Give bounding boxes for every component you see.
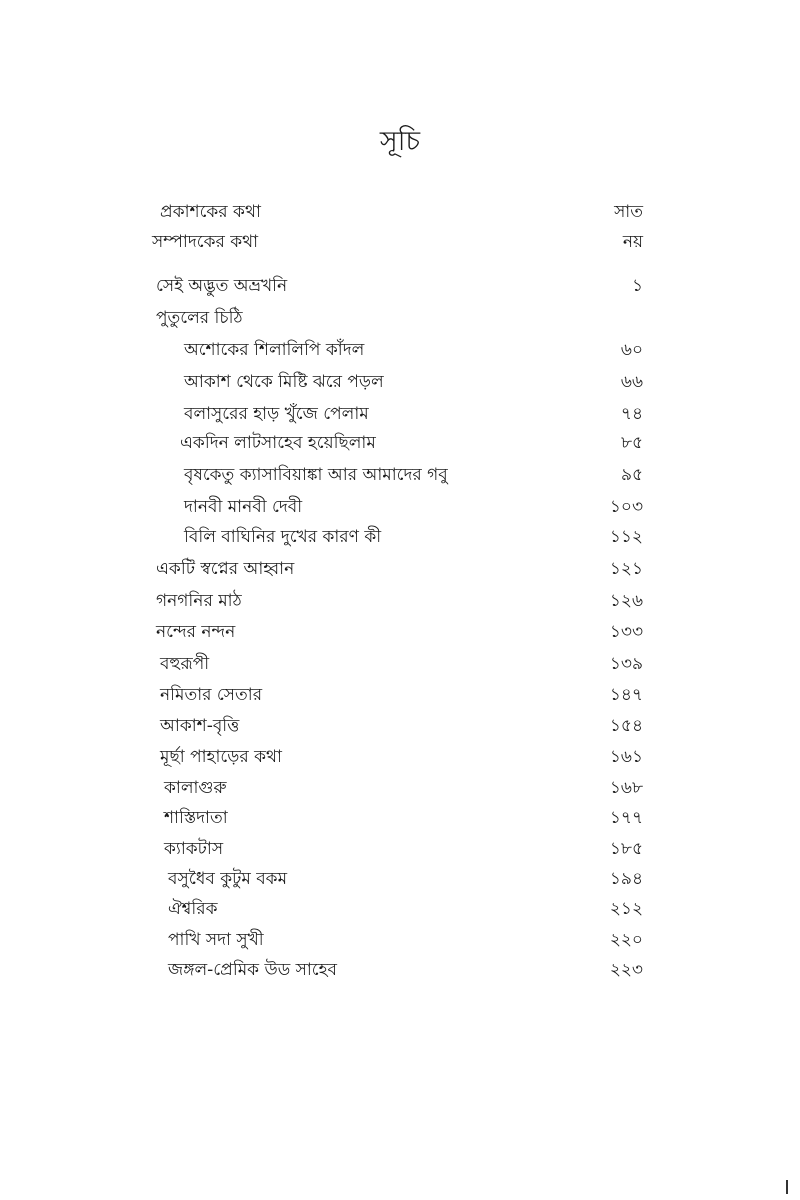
toc-entry xyxy=(0,710,800,742)
toc-entry-title: ঐশ্বরিক xyxy=(168,899,218,919)
toc-entry xyxy=(0,648,800,680)
toc-entry-page: ১৫৪ xyxy=(609,716,643,736)
toc-entry-title: পুতুলের চিঠি xyxy=(156,308,243,328)
toc-entry-page: ১৯৪ xyxy=(609,869,643,889)
toc-entry xyxy=(0,270,800,302)
toc-entry-title: ক্যাকটাস xyxy=(164,839,224,859)
toc-entry xyxy=(0,521,800,553)
toc-entry-page: ১৩৯ xyxy=(609,654,643,674)
toc-entry-page: ৬০ xyxy=(620,340,643,360)
toc-entry-title: নমিতার সেতার xyxy=(160,685,263,705)
toc-entry-title: সেই অদ্ভুত অভ্রখনি xyxy=(156,276,288,296)
toc-entry xyxy=(0,833,800,865)
toc-entry-title: প্রকাশকের কথা xyxy=(160,202,261,222)
toc-entry-page: সাত xyxy=(614,202,643,222)
toc-entry xyxy=(0,616,800,648)
toc-entry-page: ১৬৮ xyxy=(609,778,643,798)
toc-entry xyxy=(0,196,800,228)
toc-entry xyxy=(0,226,800,258)
toc-entry xyxy=(0,924,800,956)
toc-entry-title: অশোকের শিলালিপি কাঁদল xyxy=(184,340,365,360)
toc-entry-page: ১ xyxy=(631,276,643,296)
toc-entry-page: ১৩৩ xyxy=(609,622,643,642)
toc-entry-title: আকাশ থেকে মিষ্টি ঝরে পড়ল xyxy=(184,372,384,392)
toc-entry-title: একদিন লাটসাহেব হয়েছিলাম xyxy=(180,433,376,453)
toc-entry-title: বলাসুরের হাড় খুঁজে পেলাম xyxy=(184,404,369,424)
toc-entry-page: ১২৬ xyxy=(609,591,643,611)
toc-entry xyxy=(0,741,800,773)
toc-entry xyxy=(0,679,800,711)
toc-entry-title: বহুরূপী xyxy=(160,654,210,674)
toc-entry-title: দানবী মানবী দেবী xyxy=(184,497,303,517)
toc-entry xyxy=(0,863,800,895)
toc-entry-page: ২২০ xyxy=(609,930,643,950)
toc-entry-title: সম্পাদকের কথা xyxy=(152,232,259,252)
toc-entry xyxy=(0,954,800,986)
toc-entry-page: ১৪৭ xyxy=(609,685,643,705)
toc-entry-page: ৭৪ xyxy=(620,404,643,424)
toc-entry-page: ২১২ xyxy=(609,899,643,919)
toc-entry-title: আকাশ-বৃত্তি xyxy=(160,716,240,736)
toc-entry xyxy=(0,553,800,585)
toc-entry-title: শাস্তিদাতা xyxy=(164,808,228,828)
toc-entry xyxy=(0,772,800,804)
page-title: সূচি xyxy=(379,126,421,157)
toc-entry-page: ১১২ xyxy=(609,527,643,547)
toc-entry xyxy=(0,334,800,366)
toc-entry-page: ২২৩ xyxy=(609,960,643,980)
toc-entry xyxy=(0,427,800,459)
toc-entry-title: বসুধৈব কুটুম বকম xyxy=(168,869,288,889)
toc-entry-page: নয় xyxy=(622,232,643,252)
toc-entry-title: একটি স্বপ্নের আহ্বান xyxy=(156,559,295,579)
toc-entry xyxy=(0,302,800,334)
toc-entry-title: গনগনির মাঠ xyxy=(156,591,242,611)
toc-entry-title: মূর্ছা পাহাড়ের কথা xyxy=(160,747,282,767)
toc-entry xyxy=(0,802,800,834)
toc-entry xyxy=(0,893,800,925)
toc-entry-title: নন্দের নন্দন xyxy=(156,622,236,642)
toc-entry-title: পাখি সদা সুখী xyxy=(168,930,264,950)
toc-entry-page: ৬৬ xyxy=(620,372,643,392)
toc-entry xyxy=(0,585,800,617)
toc-entry-title: কালাগুরু xyxy=(164,778,227,798)
toc-entry-page: ১০৩ xyxy=(609,497,643,517)
toc-entry-page: ১৭৭ xyxy=(609,808,643,828)
toc-entry-title: বিলি বাঘিনির দুখের কারণ কী xyxy=(184,527,382,547)
toc-entry xyxy=(0,459,800,491)
toc-entry-page: ৯৫ xyxy=(620,465,643,485)
toc-entry-title: বৃষকেতু ক্যাসাবিয়াঙ্কা আর আমাদের গবু xyxy=(184,465,448,485)
toc-entry-page: ১২১ xyxy=(609,559,643,579)
scan-edge-mark xyxy=(786,1180,788,1194)
toc-entry-page: ১৬১ xyxy=(609,747,643,767)
toc-entry-title: জঙ্গল-প্রেমিক উড সাহেব xyxy=(168,960,338,980)
toc-entry xyxy=(0,398,800,430)
toc-entry-page: ৮৫ xyxy=(620,433,643,453)
toc-entry xyxy=(0,491,800,523)
toc-entry-page: ১৮৫ xyxy=(609,839,643,859)
toc-entry xyxy=(0,366,800,398)
